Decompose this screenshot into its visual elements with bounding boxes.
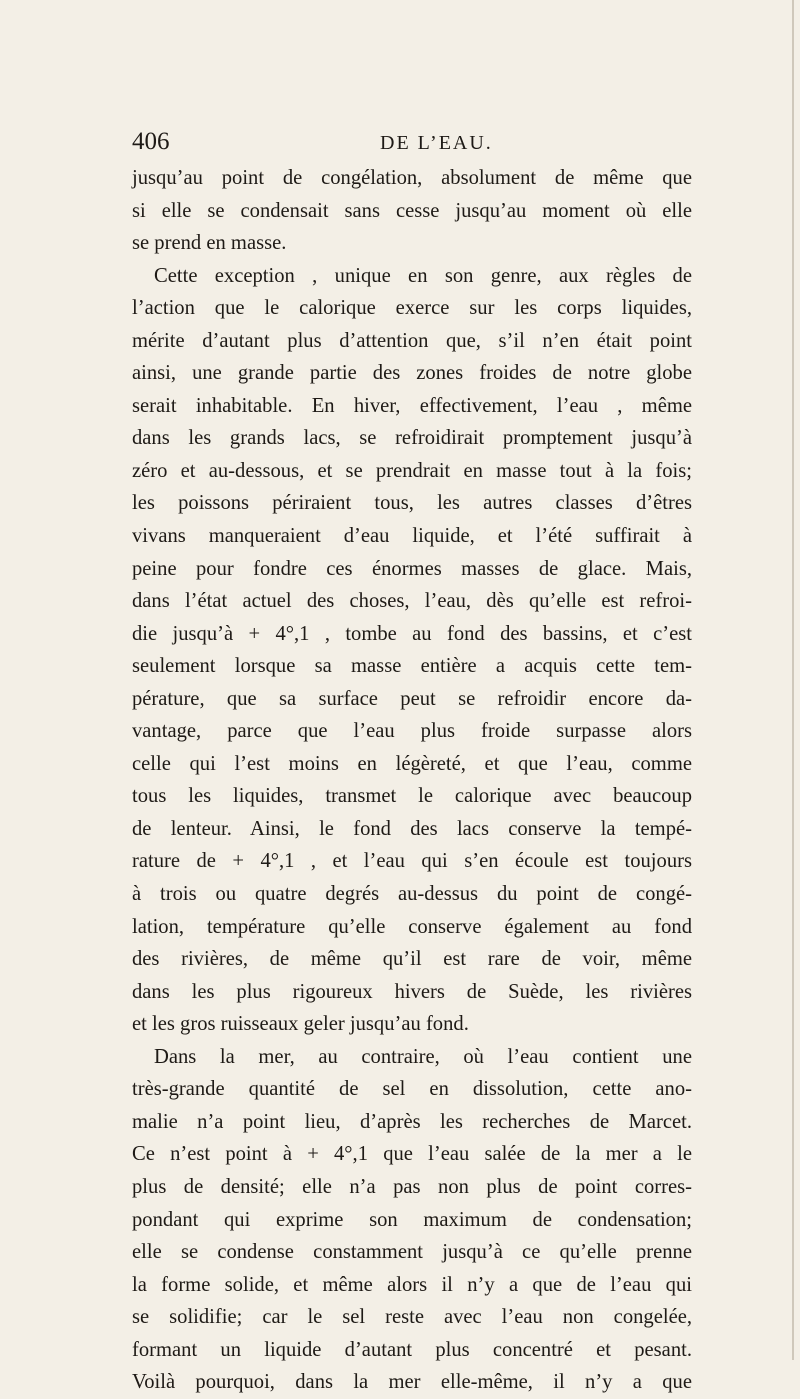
text-line: très-grande quantité de sel en dissolution, cette ano- <box>132 1078 692 1101</box>
text-line: rature de + 4°,1 , et l’eau qui s’en écoule est toujours <box>132 850 692 873</box>
text-line: pondant qui exprime son maximum de condensation; <box>132 1208 692 1231</box>
text-line: vantage, parce que l’eau plus froide surpasse alors <box>132 720 692 743</box>
text-line: vivans manqueraient d’eau liquide, et l’été suffirait à <box>132 525 692 548</box>
text-line: Ce n’est point à + 4°,1 que l’eau salée de la mer a le <box>132 1143 692 1166</box>
text-line: seulement lorsque sa masse entière a acquis cette tem- <box>132 655 692 678</box>
text-line: dans les plus rigoureux hivers de Suède, les rivières <box>132 980 692 1003</box>
text-line: se solidifie; car le sel reste avec l’eau non congelée, <box>132 1306 692 1329</box>
text-line: Cette exception , unique en son genre, aux règles de <box>154 264 692 287</box>
page-edge <box>792 0 794 1360</box>
text-line: formant un liquide d’autant plus concentré et pesant. <box>132 1338 692 1361</box>
body-text <box>132 162 692 1399</box>
text-line: zéro et au-dessous, et se prendrait en masse tout à la fois; <box>132 459 692 482</box>
text-line: lation, température qu’elle conserve également au fond <box>132 915 692 938</box>
text-line: si elle se condensait sans cesse jusqu’au moment où elle <box>132 199 692 222</box>
text-line: peine pour fondre ces énormes masses de glace. Mais, <box>132 557 692 580</box>
text-line: dans l’état actuel des choses, l’eau, dès qu’elle est refroi- <box>132 590 692 613</box>
running-title: DE L’EAU. <box>380 132 493 154</box>
text-line: et les gros ruisseaux geler jusqu’au fond. <box>132 1013 469 1036</box>
text-line: die jusqu’à + 4°,1 , tombe au fond des bassins, et c’est <box>132 622 692 645</box>
text-line: se prend en masse. <box>132 232 287 255</box>
text-line: mérite d’autant plus d’attention que, s’il n’en était point <box>132 329 692 352</box>
page-number: 406 <box>132 128 170 155</box>
text-line: tous les liquides, transmet le calorique avec beaucoup <box>132 785 692 808</box>
text-line: la forme solide, et même alors il n’y a que de l’eau qui <box>132 1273 692 1296</box>
text-line: ainsi, une grande partie des zones froides de notre globe <box>132 362 692 385</box>
text-line: Voilà pourquoi, dans la mer elle-même, il n’y a que <box>132 1371 692 1394</box>
text-line: plus de densité; elle n’a pas non plus de point corres- <box>132 1175 692 1198</box>
text-line: jusqu’au point de congélation, absolument de même que <box>132 167 692 189</box>
text-line: les poissons périraient tous, les autres classes d’êtres <box>132 492 692 515</box>
text-line: à trois ou quatre degrés au-dessus du point de congé- <box>132 883 692 906</box>
text-line: de lenteur. Ainsi, le fond des lacs conserve la tempé- <box>132 817 692 840</box>
text-line: des rivières, de même qu’il est rare de voir, même <box>132 948 692 971</box>
text-line: Dans la mer, au contraire, où l’eau contient une <box>154 1045 692 1068</box>
text-line: elle se condense constamment jusqu’à ce qu’elle prenne <box>132 1241 692 1264</box>
text-line: celle qui l’est moins en légèreté, et que l’eau, comme <box>132 752 692 775</box>
text-line: dans les grands lacs, se refroidirait promptement jusqu’à <box>132 427 692 450</box>
text-line: serait inhabitable. En hiver, effectivement, l’eau , même <box>132 394 692 417</box>
text-line: pérature, que sa surface peut se refroidir encore da- <box>132 687 692 710</box>
text-line: l’action que le calorique exerce sur les corps liquides, <box>132 297 692 320</box>
page-header <box>132 128 692 158</box>
text-line: malie n’a point lieu, d’après les recherches de Marcet. <box>132 1110 692 1133</box>
